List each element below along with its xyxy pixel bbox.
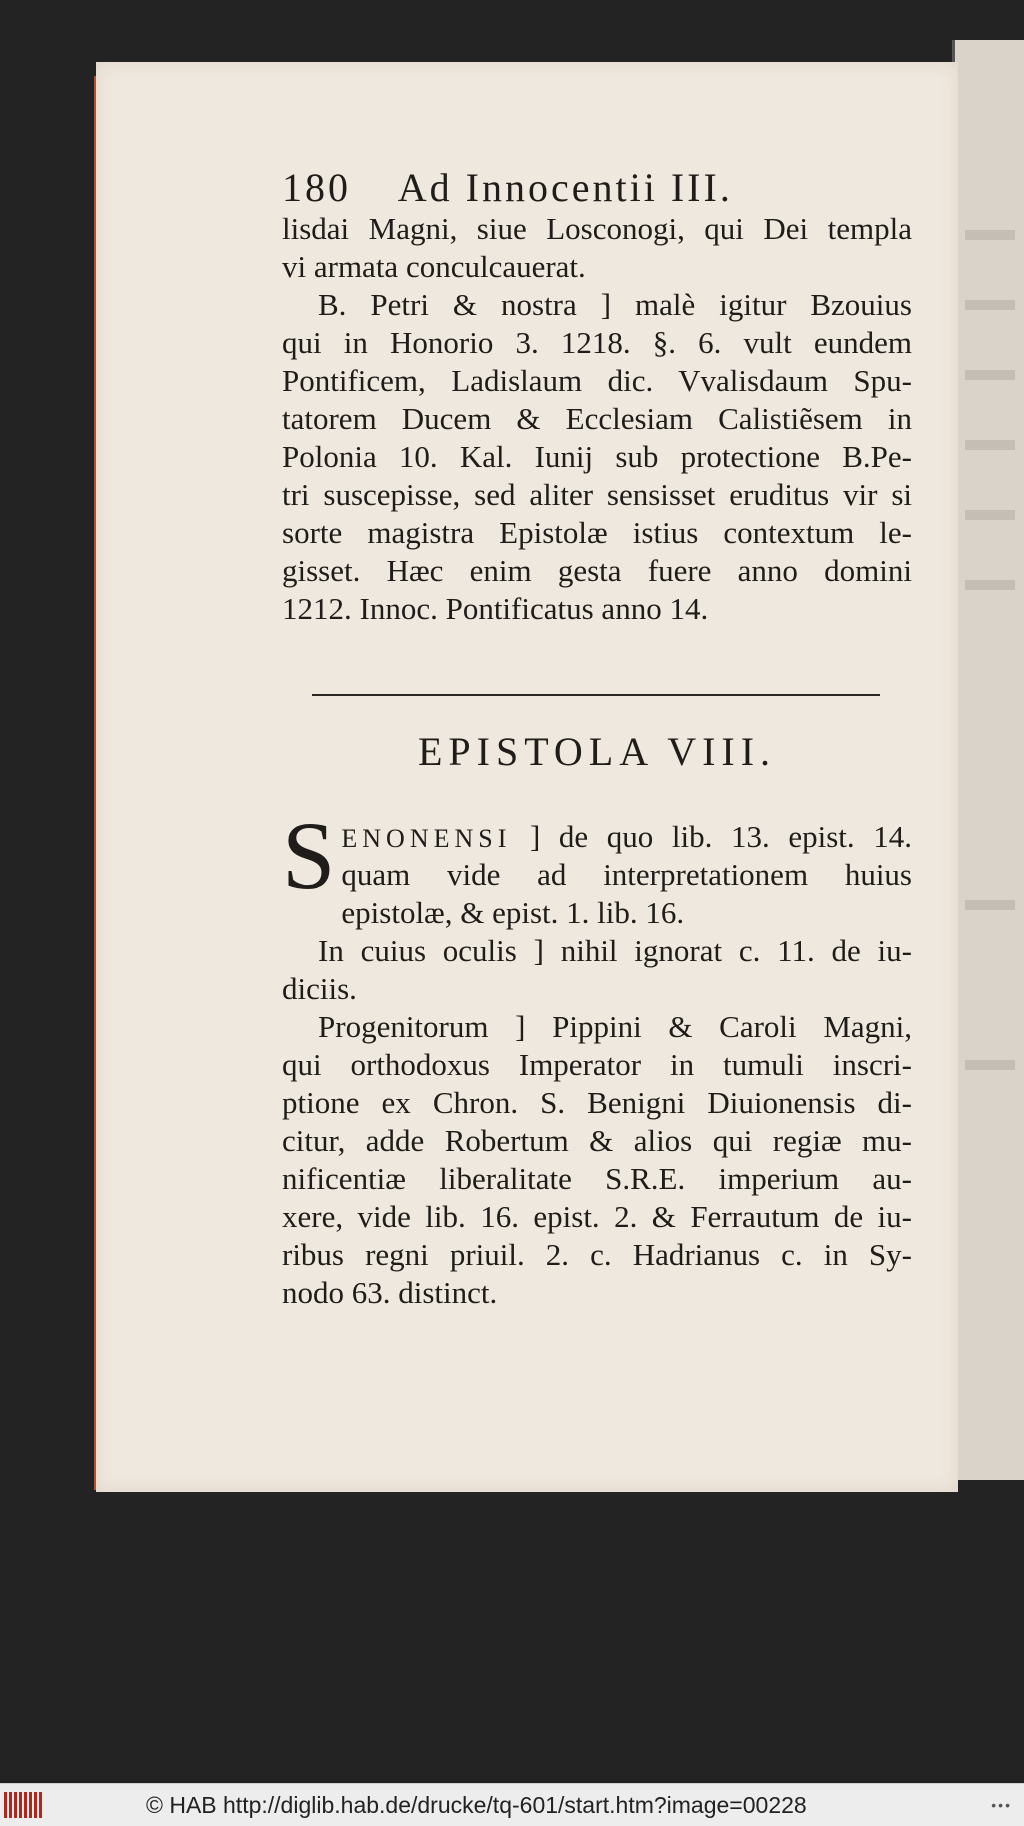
text-line: citur, adde Robertum & alios qui regiæ mu- — [282, 1123, 912, 1158]
text-line: quam vide ad interpretationem huius — [341, 857, 912, 892]
text-line — [282, 818, 912, 856]
hab-logo-icon[interactable] — [4, 1792, 44, 1818]
text-line: nificentiæ liberalitate S.R.E. imperium au- — [282, 1161, 912, 1196]
text-line: sorte magistra Epistolæ istius contextum le- — [282, 515, 912, 550]
text-line: nodo 63. distinct. — [282, 1275, 498, 1310]
running-title: Ad Innocentii III. — [397, 165, 733, 210]
text-line: vi armata conculcauerat. — [282, 249, 586, 284]
text-line: qui in Honorio 3. 1218. §. 6. vult eundem — [282, 325, 912, 360]
text-line: qui orthodoxus Imperator in tumuli inscri- — [282, 1047, 912, 1082]
section-divider — [312, 694, 880, 696]
copyright-link[interactable]: © HAB http://diglib.hab.de/drucke/tq-601/start.htm?image=00228 — [146, 1792, 807, 1818]
text-line: lisdai Magni, siue Losconogi, qui Dei templa — [282, 211, 912, 246]
text-line: 1212. Innoc. Pontificatus anno 14. — [282, 591, 709, 626]
text-line: Polonia 10. Kal. Iunij sub protectione B.Pe- — [282, 439, 912, 474]
text-line: Pontificem, Ladislaum dic. Vvalisdaum Spu- — [282, 363, 912, 398]
text-line: ptione ex Chron. S. Benigni Diuionensis di- — [282, 1085, 912, 1120]
more-options-icon[interactable]: ••• — [991, 1797, 1012, 1813]
running-header — [282, 166, 912, 210]
first-word: ENONENSI — [341, 824, 512, 853]
text-line: ribus regni priuil. 2. c. Hadrianus c. in Sy- — [282, 1237, 912, 1272]
text-column-top — [282, 166, 912, 628]
facing-page-edge — [952, 40, 1024, 1480]
text-line: diciis. — [282, 971, 357, 1006]
section-title: EPISTOLA VIII. — [417, 729, 777, 774]
page-number: 180 — [282, 165, 351, 210]
text-column-bottom — [282, 802, 912, 1312]
text-line: tri suscepisse, sed aliter sensisset eruditus vir si — [282, 477, 912, 512]
text-line: tatorem Ducem & Ecclesiam Calistiẽsem in — [282, 401, 912, 436]
text-line: xere, vide lib. 16. epist. 2. & Ferrautum de iu- — [282, 1199, 912, 1234]
text-line: In cuius oculis ] nihil ignorat c. 11. de iu- — [318, 933, 912, 968]
text-line: epistolæ, & epist. 1. lib. 16. — [341, 895, 685, 930]
text-line: gisset. Hæc enim gesta fuere anno domini — [282, 553, 912, 588]
text-line: Progenitorum ] Pippini & Caroli Magni, — [318, 1009, 912, 1044]
text-line: B. Petri & nostra ] malè igitur Bzouius — [318, 287, 912, 322]
viewer-footer — [0, 1783, 1024, 1826]
drop-cap: S — [282, 802, 336, 909]
first-line-rest: ] de quo lib. 13. epist. 14. — [530, 819, 912, 854]
